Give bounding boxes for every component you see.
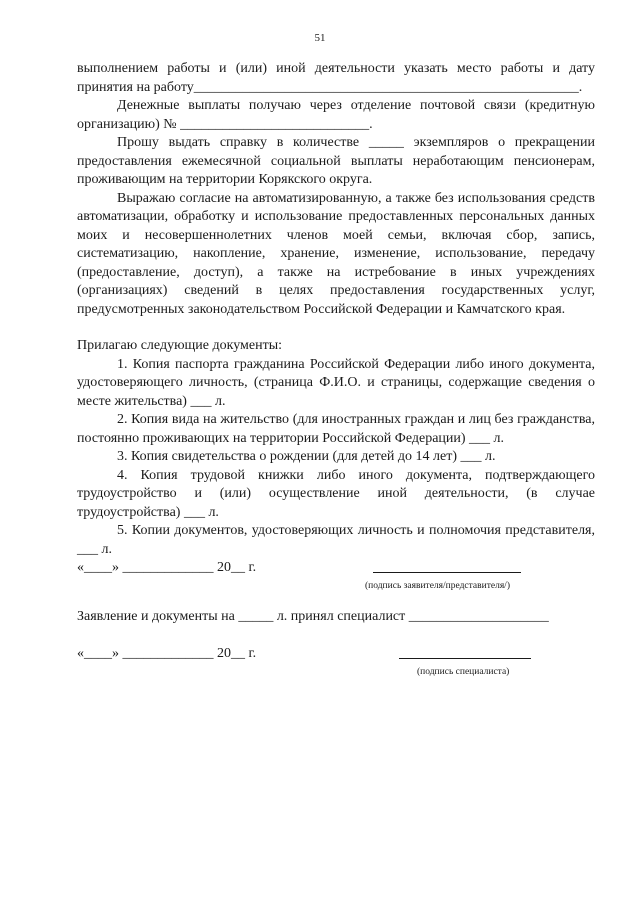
document-item-residence-permit: 2. Копия вида на жительство (для иностранных граждан и лиц без гражданства, постоянно проживающих на территории Российской Федерации) ___ л. bbox=[77, 412, 595, 446]
page-number: 51 bbox=[314, 32, 326, 44]
applicant-signature-line bbox=[373, 572, 521, 573]
documents-heading: Прилагаю следующие документы: bbox=[77, 338, 283, 353]
specialist-signature-line bbox=[399, 658, 531, 659]
paragraph-certificate-request: Прошу выдать справку в количестве _____ экземпляров о прекращении предоставления ежемесячной социальной выплаты неработающим пенсионерам, проживающим на территории Корякского округа. bbox=[77, 135, 595, 187]
paragraph-employment: выполнением работы и (или) иной деятельности указать место работы и дату принятия на работу_______________________________________________________. bbox=[77, 61, 595, 95]
specialist-date: «____» _____________ 20__ г. bbox=[77, 645, 257, 661]
document-item-representative: 5. Копии документов, удостоверяющих личность и полномочия представителя, ___ л. bbox=[77, 523, 595, 557]
paragraph-consent: Выражаю согласие на автоматизированную, а также без использования средств автоматизации, обработку и использование предоставленных персональных данных моих и несовершеннолетних членов моей семьи, включая сбор, запись, систематизацию, накопление, хранение, изменение, использование, передачу (предоставление, доступ), а также на истребование в иных учреждениях (организациях) сведений в целях предоставления государственных услуг, предусмотренных законодательством Российской Федерации и Камчатского края. bbox=[77, 190, 595, 317]
specialist-signature-caption: (подпись специалиста) bbox=[417, 666, 510, 677]
document-item-work-record: 4. Копия трудовой книжки либо иного документа, подтверждающего трудоустройство и (или) осуществление иной деятельности, (в случае трудоустройства) ___ л. bbox=[77, 467, 595, 520]
document-item-passport: 1. Копия паспорта гражданина Российской Федерации либо иного документа, удостоверяющего личность, (страница Ф.И.О. и страницы, содержащие сведения о месте жительства) ___ л. bbox=[77, 356, 595, 409]
specialist-signature-row bbox=[77, 645, 595, 677]
applicant-date: «____» _____________ 20__ г. bbox=[77, 560, 257, 575]
applicant-signature-row bbox=[77, 559, 595, 591]
document-body bbox=[77, 60, 595, 677]
applicant-signature-caption: (подпись заявителя/представителя/) bbox=[365, 581, 510, 591]
document-item-birth-certificate: 3. Копия свидетельства о рождении (для детей до 14 лет) ___ л. bbox=[117, 449, 496, 464]
accepted-by-specialist: Заявление и документы на _____ л. принял специалист ____________________ bbox=[77, 609, 549, 624]
paragraph-payment-method: Денежные выплаты получаю через отделение почтовой связи (кредитную организацию) № ___________________________. bbox=[77, 98, 595, 132]
